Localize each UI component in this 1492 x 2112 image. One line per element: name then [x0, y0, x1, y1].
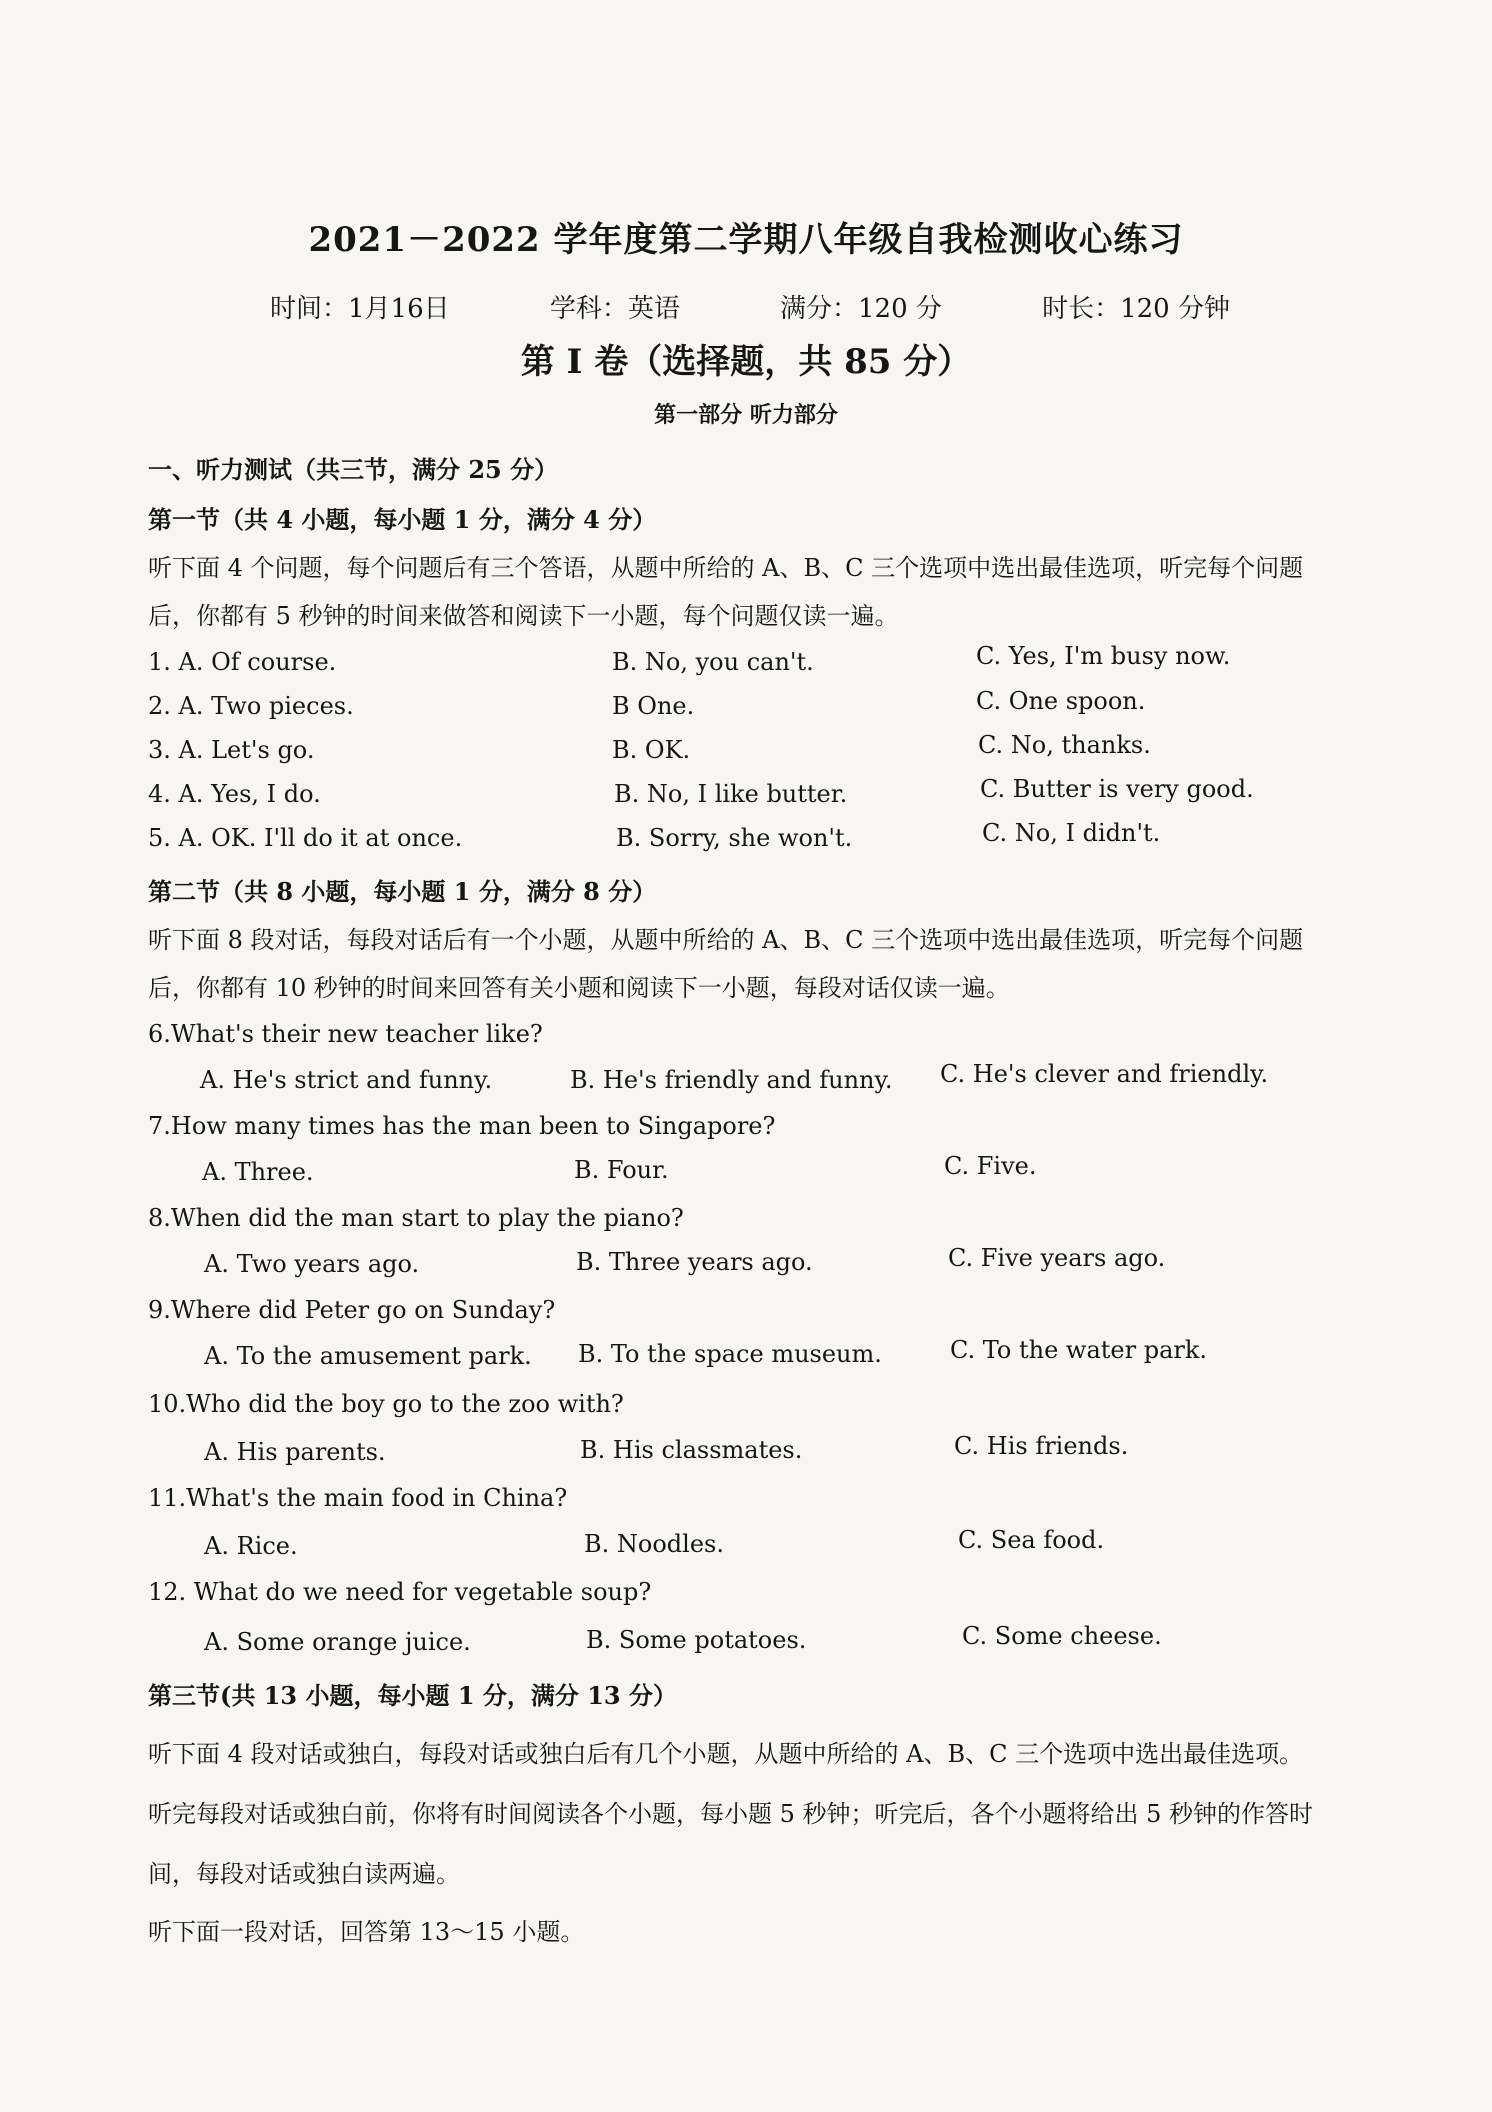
option-a: A. He's strict and funny.	[200, 1066, 493, 1094]
option-a: 2. A. Two pieces.	[148, 692, 354, 720]
option-a: A. To the amusement park.	[204, 1342, 532, 1370]
option-b: B. No, you can't.	[612, 648, 814, 676]
option-a: A. His parents.	[204, 1438, 386, 1466]
option-b: B. Sorry, she won't.	[616, 824, 853, 852]
option-c: C. Sea food.	[958, 1526, 1105, 1554]
option-a: 3. A. Let's go.	[148, 736, 315, 764]
option-b: B. OK.	[612, 736, 691, 764]
s1-heading: 第一节（共 4 小题，每小题 1 分，满分 4 分）	[148, 505, 657, 534]
option-b: B. To the space museum.	[578, 1340, 882, 1368]
part-title: 第一部分 听力部分	[654, 402, 838, 428]
exam-subject: 学科：英语	[549, 294, 680, 324]
option-a: 1. A. Of course.	[148, 648, 337, 676]
option-b: B. Some potatoes.	[586, 1626, 807, 1654]
option-c: C. To the water park.	[950, 1336, 1208, 1364]
option-c: C. He's clever and friendly.	[940, 1060, 1269, 1088]
question-text: 9.Where did Peter go on Sunday?	[148, 1296, 556, 1324]
option-c: C. One spoon.	[976, 687, 1146, 715]
s2-heading: 第二节（共 8 小题，每小题 1 分，满分 8 分）	[148, 877, 657, 906]
option-a: A. Some orange juice.	[204, 1628, 471, 1656]
option-a: 5. A. OK. I'll do it at once.	[148, 824, 463, 852]
option-c: C. No, I didn't.	[982, 819, 1161, 847]
question-text: 11.What's the main food in China?	[148, 1484, 568, 1512]
exam-title: 2021－2022 学年度第二学期八年级自我检测收心练习	[308, 220, 1184, 260]
exam-date: 时间：1月16日	[270, 294, 450, 324]
option-b: B. He's friendly and funny.	[570, 1066, 893, 1094]
question-text: 7.How many times has the man been to Singapore?	[148, 1112, 776, 1140]
s3-instruction-3: 间，每段对话或独白读两遍。	[148, 1860, 460, 1888]
option-c: C. Five.	[944, 1152, 1037, 1180]
question-text: 10.Who did the boy go to the zoo with?	[148, 1390, 624, 1418]
exam-meta	[270, 288, 1230, 325]
s3-instruction-4: 听下面一段对话，回答第 13～15 小题。	[148, 1918, 585, 1946]
volume-title: 第 I 卷（选择题，共 85 分）	[520, 342, 972, 382]
question-text: 12. What do we need for vegetable soup?	[148, 1578, 652, 1606]
s3-instruction-1: 听下面 4 段对话或独白，每段对话或独白后有几个小题，从题中所给的 A、B、C 三个选项中选出最佳选项。	[148, 1740, 1304, 1768]
option-b: B. Three years ago.	[576, 1248, 813, 1276]
s2-instruction-2: 后，你都有 10 秒钟的时间来回答有关小题和阅读下一小题，每段对话仅读一遍。	[148, 974, 1010, 1002]
option-b: B. His classmates.	[580, 1436, 803, 1464]
option-b: B. Four.	[574, 1156, 669, 1184]
option-c: C. Butter is very good.	[980, 775, 1254, 803]
option-a: 4. A. Yes, I do.	[148, 780, 321, 808]
s3-heading: 第三节(共 13 小题，每小题 1 分，满分 13 分）	[148, 1681, 677, 1710]
question-text: 6.What's their new teacher like?	[148, 1020, 543, 1048]
option-c: C. Some cheese.	[962, 1622, 1162, 1650]
s2-instruction-1: 听下面 8 段对话，每段对话后有一个小题，从题中所给的 A、B、C 三个选项中选出最佳选项，听完每个问题	[148, 926, 1304, 954]
option-c: C. Yes, I'm busy now.	[976, 642, 1231, 670]
section-heading: 一、听力测试（共三节，满分 25 分）	[148, 455, 559, 484]
option-a: A. Rice.	[204, 1532, 298, 1560]
exam-duration: 时长：120 分钟	[1042, 294, 1230, 324]
option-a: A. Three.	[202, 1158, 314, 1186]
question-text: 8.When did the man start to play the piano?	[148, 1204, 684, 1232]
option-b: B. Noodles.	[584, 1530, 724, 1558]
s1-instruction-2: 后，你都有 5 秒钟的时间来做答和阅读下一小题，每个问题仅读一遍。	[148, 602, 899, 630]
s1-instruction-1: 听下面 4 个问题，每个问题后有三个答语，从题中所给的 A、B、C 三个选项中选出最佳选项，听完每个问题	[148, 554, 1304, 582]
s3-instruction-2: 听完每段对话或独白前，你将有时间阅读各个小题，每小题 5 秒钟；听完后，各个小题将给出 5 秒钟的作答时	[148, 1800, 1314, 1828]
option-c: C. No, thanks.	[978, 731, 1151, 759]
option-c: C. Five years ago.	[948, 1244, 1166, 1272]
option-b: B One.	[612, 692, 695, 720]
option-c: C. His friends.	[954, 1432, 1129, 1460]
option-a: A. Two years ago.	[204, 1250, 420, 1278]
option-b: B. No, I like butter.	[614, 780, 848, 808]
exam-full-score: 满分：120 分	[780, 294, 942, 324]
